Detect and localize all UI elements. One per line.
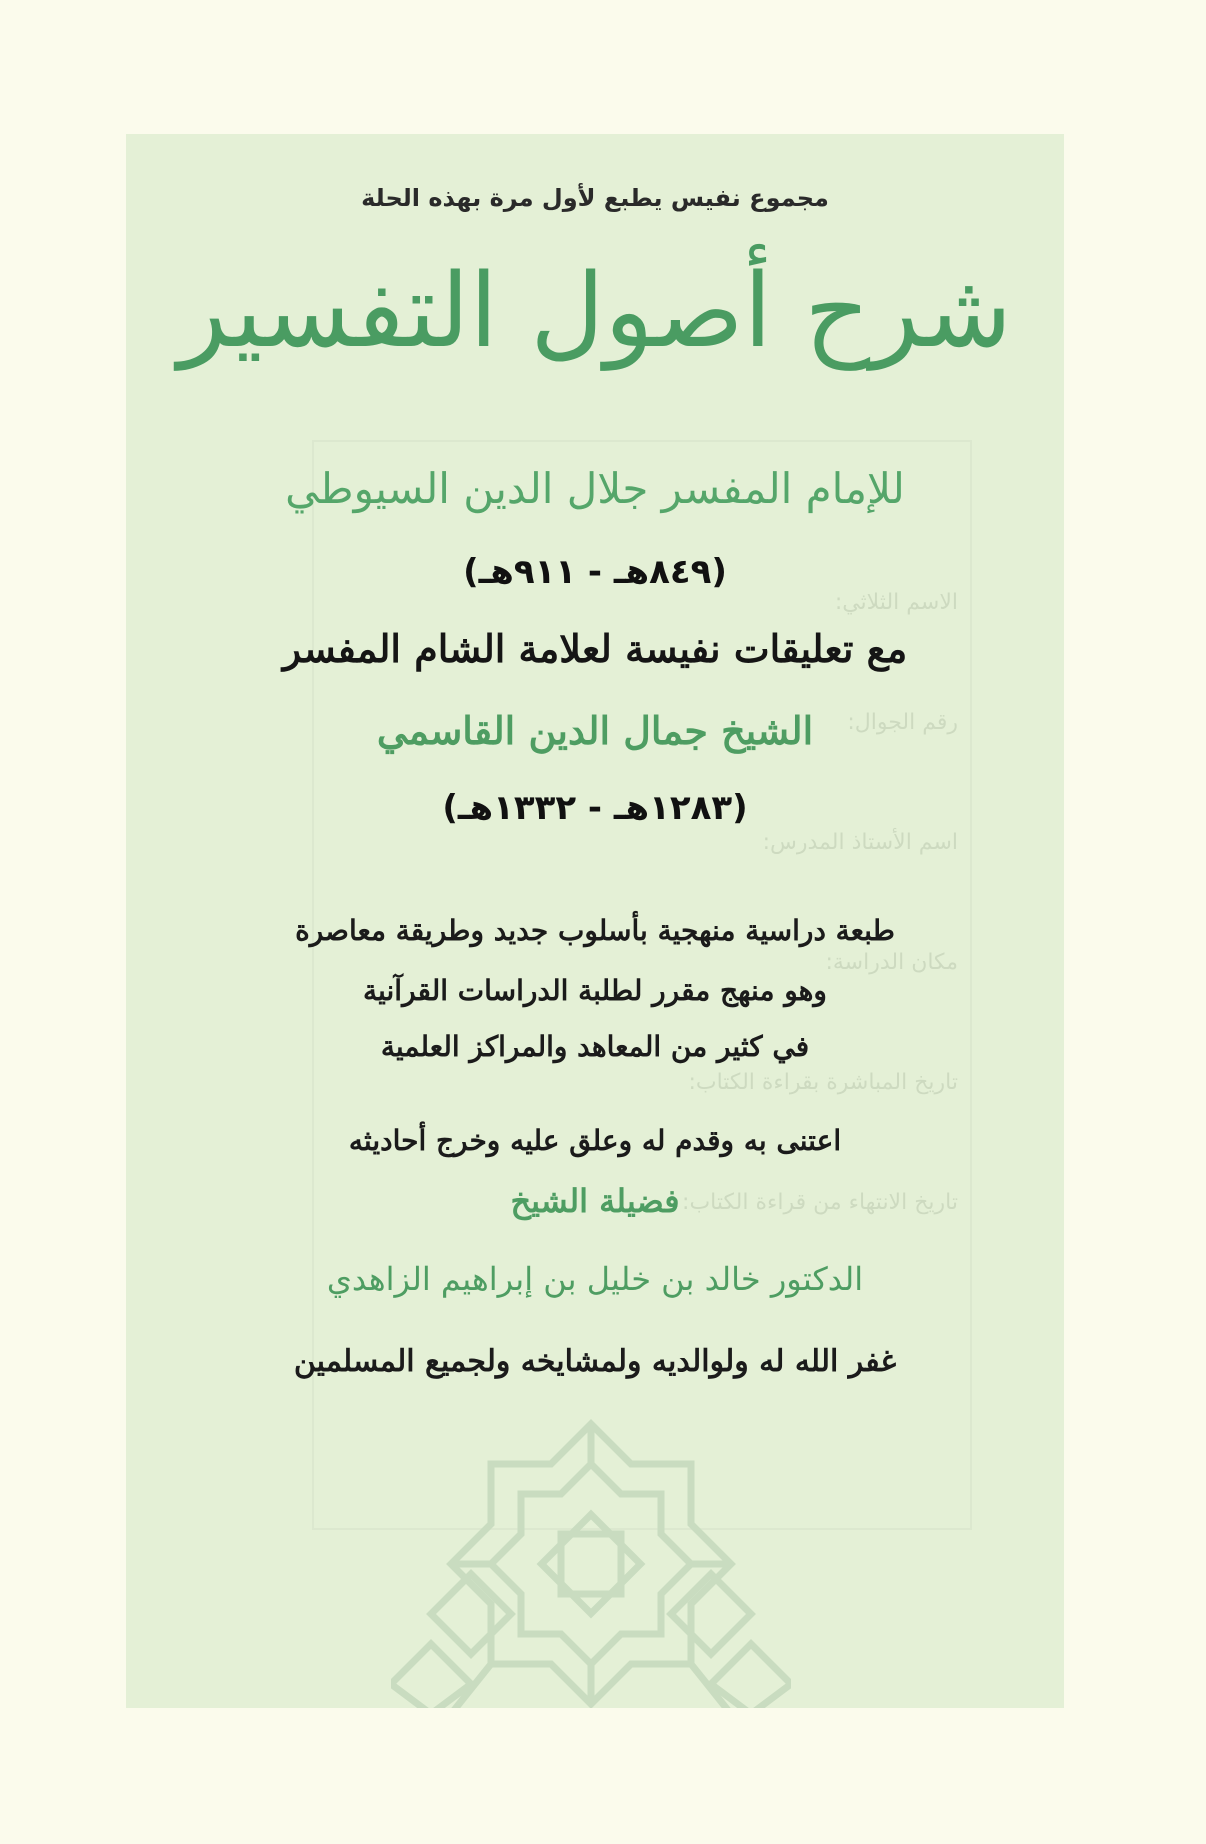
commentator-name: الشيخ جمال الدين القاسمي [376,708,814,753]
book-title: شرح أصول التفسير [177,252,1013,371]
show-through-line: مكان الدراسة: [825,950,958,975]
description-line: وهو منهج مقرر لطلبة الدراسات القرآنية [363,974,827,1007]
honorific: فضيلة الشيخ [510,1182,680,1220]
show-through-line: اسم الأستاذ المدرس: [762,830,958,855]
author-dates: (٨٤٩هـ - ٩١١هـ) [463,552,727,592]
geometric-star-ornament-icon [391,1414,791,1708]
description-line: طبعة دراسية منهجية بأسلوب جديد وطريقة معاصرة [295,914,895,947]
description-line: في كثير من المعاهد والمراكز العلمية [380,1030,810,1063]
series-note: مجموع نفيس يطبع لأول مرة بهذه الحلة [361,184,829,212]
author-line: للإمام المفسر جلال الدين السيوطي [285,464,905,513]
edited-by-line: اعتنى به وقدم له وعلق عليه وخرج أحاديثه [348,1124,842,1157]
prayer-line: غفر الله له ولوالديه ولمشايخه ولجميع المسلمين [293,1344,897,1379]
editor-name: الدكتور خالد بن خليل بن إبراهيم الزاهدي [326,1260,864,1298]
show-through-line: تاريخ المباشرة بقراءة الكتاب: [688,1070,958,1095]
commentator-dates: (١٢٨٣هـ - ١٣٣٢هـ) [442,788,748,828]
show-through-line: رقم الجوال: [847,710,958,735]
notes-line: مع تعليقات نفيسة لعلامة الشام المفسر [282,626,908,671]
show-through-line: الاسم الثلاثي: [834,590,958,615]
cover-panel [126,134,1064,1708]
show-through-line: تاريخ الانتهاء من قراءة الكتاب: [682,1190,958,1215]
